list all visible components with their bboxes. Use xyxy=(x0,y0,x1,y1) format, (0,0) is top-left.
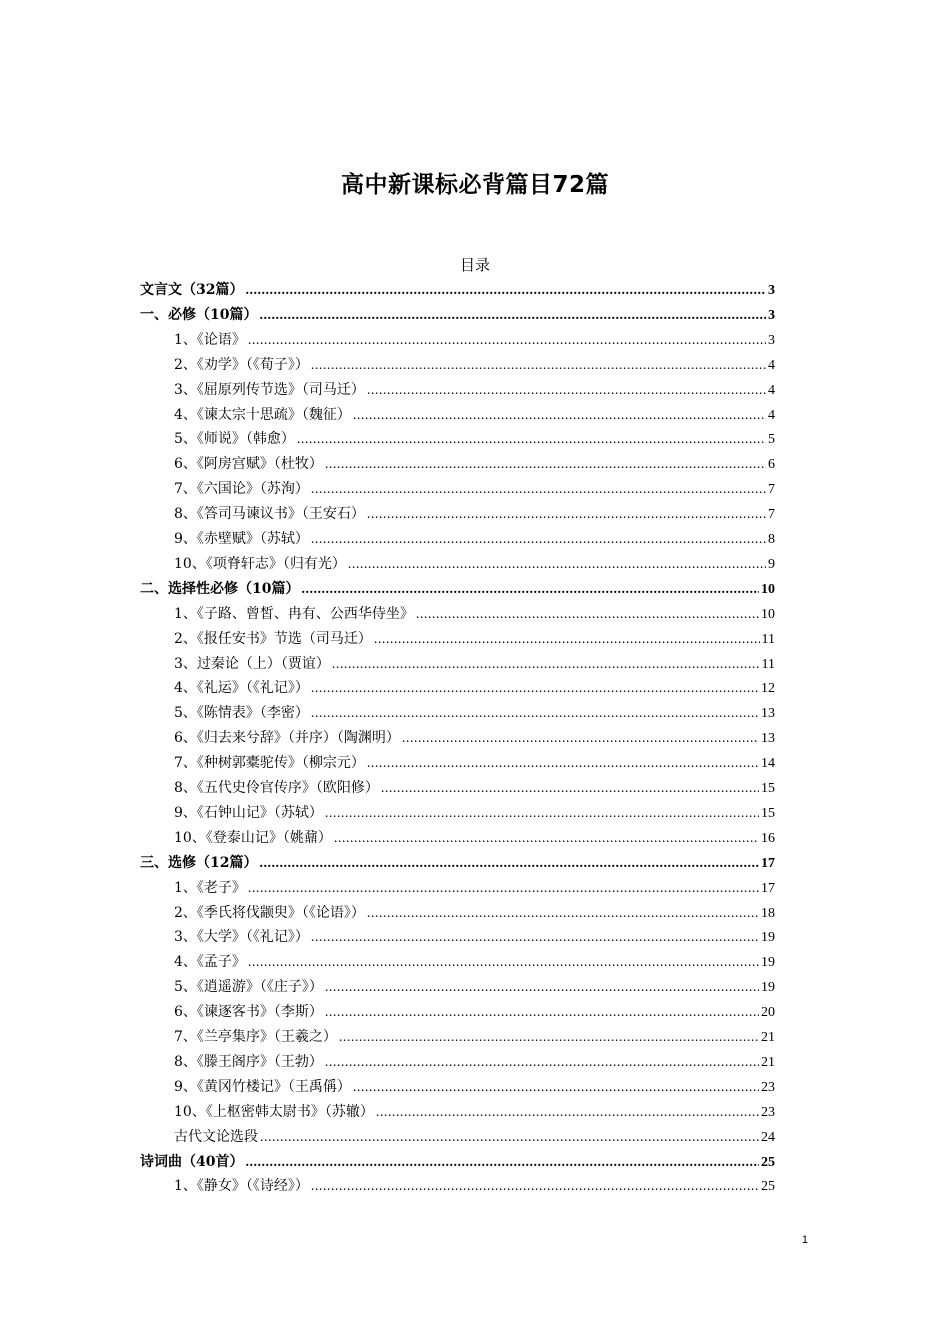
toc-entry[interactable] xyxy=(174,802,775,827)
toc-leader-dots xyxy=(332,654,760,676)
toc-entry-text: 8、《五代史伶官传序》（欧阳修） xyxy=(174,780,379,796)
toc-leader-dots xyxy=(367,504,766,526)
toc-entry-page: 11 xyxy=(761,656,775,672)
toc-entry-page: 3 xyxy=(768,332,775,348)
toc-leader-dots xyxy=(297,429,766,451)
toc-leader-dots xyxy=(301,579,759,601)
toc-entry-page: 17 xyxy=(761,855,775,871)
toc-entry-text: 7、《六国论》（苏洵） xyxy=(174,481,309,498)
toc-entry-text: 二、选择性必修（10篇） xyxy=(140,580,300,597)
toc-leader-dots xyxy=(367,903,759,925)
toc-entry[interactable] xyxy=(174,702,775,727)
toc-leader-dots xyxy=(311,678,759,700)
toc-section-entry[interactable] xyxy=(140,304,775,329)
toc-leader-dots xyxy=(245,1152,759,1174)
toc-entry-page: 14 xyxy=(761,756,775,772)
toc-entry[interactable] xyxy=(174,926,775,951)
toc-entry-page: 7 xyxy=(768,482,775,498)
toc-entry-page: 3 xyxy=(768,307,775,323)
toc-entry[interactable] xyxy=(174,677,775,702)
toc-entry-page: 4 xyxy=(768,382,775,398)
toc-entry-page: 10 xyxy=(761,606,775,622)
toc-entry-text: 2、《季氏将伐颛臾》（《论语》） xyxy=(174,904,365,921)
toc-entry-page: 19 xyxy=(761,980,775,996)
toc-entry-text: 5、《陈情表》（李密） xyxy=(174,705,309,722)
toc-entry[interactable] xyxy=(174,1101,775,1126)
toc-entry[interactable] xyxy=(174,1026,775,1051)
toc-entry-text: 8、《滕王阁序》（王勃） xyxy=(174,1053,323,1070)
toc-entry-text: 10、《登泰山记》（姚鼐） xyxy=(174,829,332,846)
toc-entry-text: 5、《师说》（韩愈） xyxy=(174,431,295,448)
toc-heading: 目录 xyxy=(459,256,490,274)
toc-entry-page: 20 xyxy=(761,1005,775,1021)
toc-leader-dots xyxy=(325,803,759,825)
toc-entry-page: 21 xyxy=(761,1030,775,1045)
toc-entry-page: 8 xyxy=(768,532,775,547)
toc-leader-dots xyxy=(367,753,759,775)
toc-entry[interactable] xyxy=(174,503,775,528)
toc-entry-page: 23 xyxy=(761,1104,775,1120)
toc-leader-dots xyxy=(353,405,766,427)
toc-entry[interactable] xyxy=(174,1051,775,1076)
toc-leader-dots xyxy=(367,380,766,402)
toc-leader-dots xyxy=(248,878,759,900)
toc-entry-text: 三、选修（12篇） xyxy=(140,854,258,871)
toc-entry-text: 8、《答司马谏议书》（王安石） xyxy=(174,506,365,523)
toc-entry-text: 古代文论选段 xyxy=(174,1128,258,1145)
toc-entry-page: 13 xyxy=(761,706,775,722)
toc-entry[interactable] xyxy=(174,1175,775,1200)
toc-leader-dots xyxy=(402,728,759,750)
toc-leader-dots xyxy=(311,479,766,501)
toc-entry-text: 1、《子路、曾皙、冉有、公西华侍坐》 xyxy=(174,605,414,622)
toc-entry-text: 3、《大学》（《礼记》） xyxy=(174,929,309,946)
toc-entry-text: 1、《静女》（《诗经》） xyxy=(174,1178,309,1195)
toc-entry[interactable] xyxy=(174,329,775,354)
toc-entry[interactable] xyxy=(174,354,775,379)
toc-entry[interactable] xyxy=(174,902,775,927)
toc-entry-page: 6 xyxy=(768,457,775,473)
toc-entry[interactable] xyxy=(174,453,775,478)
toc-section-entry[interactable] xyxy=(140,1151,775,1176)
toc-leader-dots xyxy=(325,977,759,999)
toc-entry-text: 4、《谏太宗十思疏》（魏征） xyxy=(174,406,351,423)
toc-leader-dots xyxy=(376,1102,759,1124)
toc-entry-page: 19 xyxy=(761,930,775,946)
toc-section-entry[interactable] xyxy=(140,578,775,603)
toc-entry-text: 6、《阿房宫赋》（杜牧） xyxy=(174,456,323,473)
toc-entry-page: 4 xyxy=(768,357,775,373)
toc-leader-dots xyxy=(248,330,766,352)
toc-entry[interactable] xyxy=(174,951,775,976)
toc-entry[interactable] xyxy=(174,976,775,1001)
toc-leader-dots xyxy=(311,529,766,551)
toc-entry[interactable] xyxy=(174,752,775,777)
document-title: 高中新课标必背篇目72篇 xyxy=(340,172,609,198)
toc-leader-dots xyxy=(311,1176,759,1198)
toc-entry[interactable] xyxy=(174,553,775,578)
toc-entry[interactable] xyxy=(174,1076,775,1101)
toc-entry-text: 文言文（32篇） xyxy=(140,282,244,298)
toc-entry-page: 25 xyxy=(761,1179,775,1195)
toc-entry-text: 9、《赤壁赋》（苏轼） xyxy=(174,531,309,547)
toc-entry-page: 4 xyxy=(768,407,775,423)
toc-entry-page: 3 xyxy=(768,283,775,298)
toc-entry[interactable] xyxy=(174,428,775,453)
toc-entry-text: 2、《劝学》（《荀子》） xyxy=(174,356,309,373)
toc-entry-text: 6、《归去来兮辞》（并序）（陶渊明） xyxy=(174,730,400,747)
toc-entry-text: 6、《谏逐客书》（李斯） xyxy=(174,1004,323,1021)
toc-entry[interactable] xyxy=(174,727,775,752)
toc-leader-dots xyxy=(260,1127,759,1149)
toc-leader-dots xyxy=(245,280,766,302)
toc-entry[interactable] xyxy=(174,1001,775,1026)
page-number: 1 xyxy=(801,1234,808,1246)
toc-leader-dots xyxy=(339,1027,759,1049)
toc-entry-text: 4、《礼运》（《礼记》） xyxy=(174,680,309,697)
toc-entry-text: 诗词曲（40首） xyxy=(140,1153,244,1170)
toc-entry-page: 7 xyxy=(768,507,775,523)
toc-entry-page: 18 xyxy=(761,905,775,921)
toc-entry[interactable] xyxy=(174,404,775,429)
toc-leader-dots xyxy=(325,1002,759,1024)
toc-entry[interactable] xyxy=(174,628,775,653)
toc-entry[interactable] xyxy=(174,603,775,628)
toc-entry-text: 10、《项脊轩志》（归有光） xyxy=(174,555,346,572)
toc-entry-page: 15 xyxy=(761,805,775,821)
toc-entry-page: 10 xyxy=(761,581,775,597)
toc-leader-dots xyxy=(348,554,766,576)
toc-entry[interactable] xyxy=(174,528,775,553)
toc-leader-dots xyxy=(381,778,759,800)
toc-leader-dots xyxy=(374,629,760,651)
toc-entry-text: 3、《屈原列传节选》（司马迁） xyxy=(174,381,365,398)
toc-entry[interactable] xyxy=(174,777,775,802)
toc-entry-text: 一、必修（10篇） xyxy=(140,306,258,323)
toc-entry-page: 24 xyxy=(761,1129,775,1145)
toc-entry[interactable] xyxy=(174,478,775,503)
toc-entry-page: 9 xyxy=(768,556,775,572)
toc-entry-page: 12 xyxy=(761,681,775,697)
toc-entry-page: 13 xyxy=(761,731,775,747)
toc-entry[interactable] xyxy=(174,379,775,404)
toc-entry-page: 19 xyxy=(761,955,775,971)
toc-leader-dots xyxy=(353,1077,759,1099)
toc-leader-dots xyxy=(311,355,766,377)
toc-entry-page: 21 xyxy=(761,1054,775,1070)
toc-entry-text: 5、《逍遥游》（《庄子》） xyxy=(174,979,323,996)
toc-entry-text: 1、《论语》 xyxy=(174,331,246,348)
toc-entry[interactable] xyxy=(174,877,775,902)
toc-entry[interactable] xyxy=(174,653,775,678)
toc-entry-page: 23 xyxy=(761,1079,775,1095)
toc-entry-text: 9、《石钟山记》（苏轼） xyxy=(174,804,323,821)
toc-entry-page: 25 xyxy=(761,1154,775,1170)
toc-entry-text: 7、《种树郭橐驼传》（柳宗元） xyxy=(174,755,365,772)
toc-entry-text: 1、《老子》 xyxy=(174,879,246,896)
toc-section-entry[interactable] xyxy=(140,852,775,877)
toc-leader-dots xyxy=(259,305,766,327)
toc-entry-page: 5 xyxy=(768,432,775,448)
toc-leader-dots xyxy=(259,853,759,875)
toc-entry-text: 4、《孟子》 xyxy=(174,954,246,971)
toc-entry-page: 15 xyxy=(761,781,775,796)
toc-leader-dots xyxy=(311,927,759,949)
toc-section-entry[interactable] xyxy=(140,279,775,304)
toc-entry-text: 9、《黄冈竹楼记》（王禹偁） xyxy=(174,1078,351,1095)
toc-entry-text: 2、《报任安书》节选（司马迁） xyxy=(174,630,372,647)
toc-leader-dots xyxy=(416,604,759,626)
toc-leader-dots xyxy=(311,703,759,725)
toc-leader-dots xyxy=(334,828,759,850)
toc-entry-page: 17 xyxy=(761,880,775,896)
toc-leader-dots xyxy=(248,952,759,974)
toc-entry-text: 7、《兰亭集序》（王羲之） xyxy=(174,1029,337,1045)
toc-entry-text: 10、《上枢密韩太尉书》（苏辙） xyxy=(174,1103,374,1120)
toc-entry[interactable] xyxy=(174,827,775,852)
toc-entry-text: 3、过秦论（上）（贾谊） xyxy=(174,655,330,672)
toc-entry-page: 11 xyxy=(761,631,775,647)
toc-entry[interactable] xyxy=(174,1126,775,1151)
toc-entry-page: 16 xyxy=(761,830,775,846)
toc-leader-dots xyxy=(325,1052,759,1074)
toc-leader-dots xyxy=(325,454,766,476)
